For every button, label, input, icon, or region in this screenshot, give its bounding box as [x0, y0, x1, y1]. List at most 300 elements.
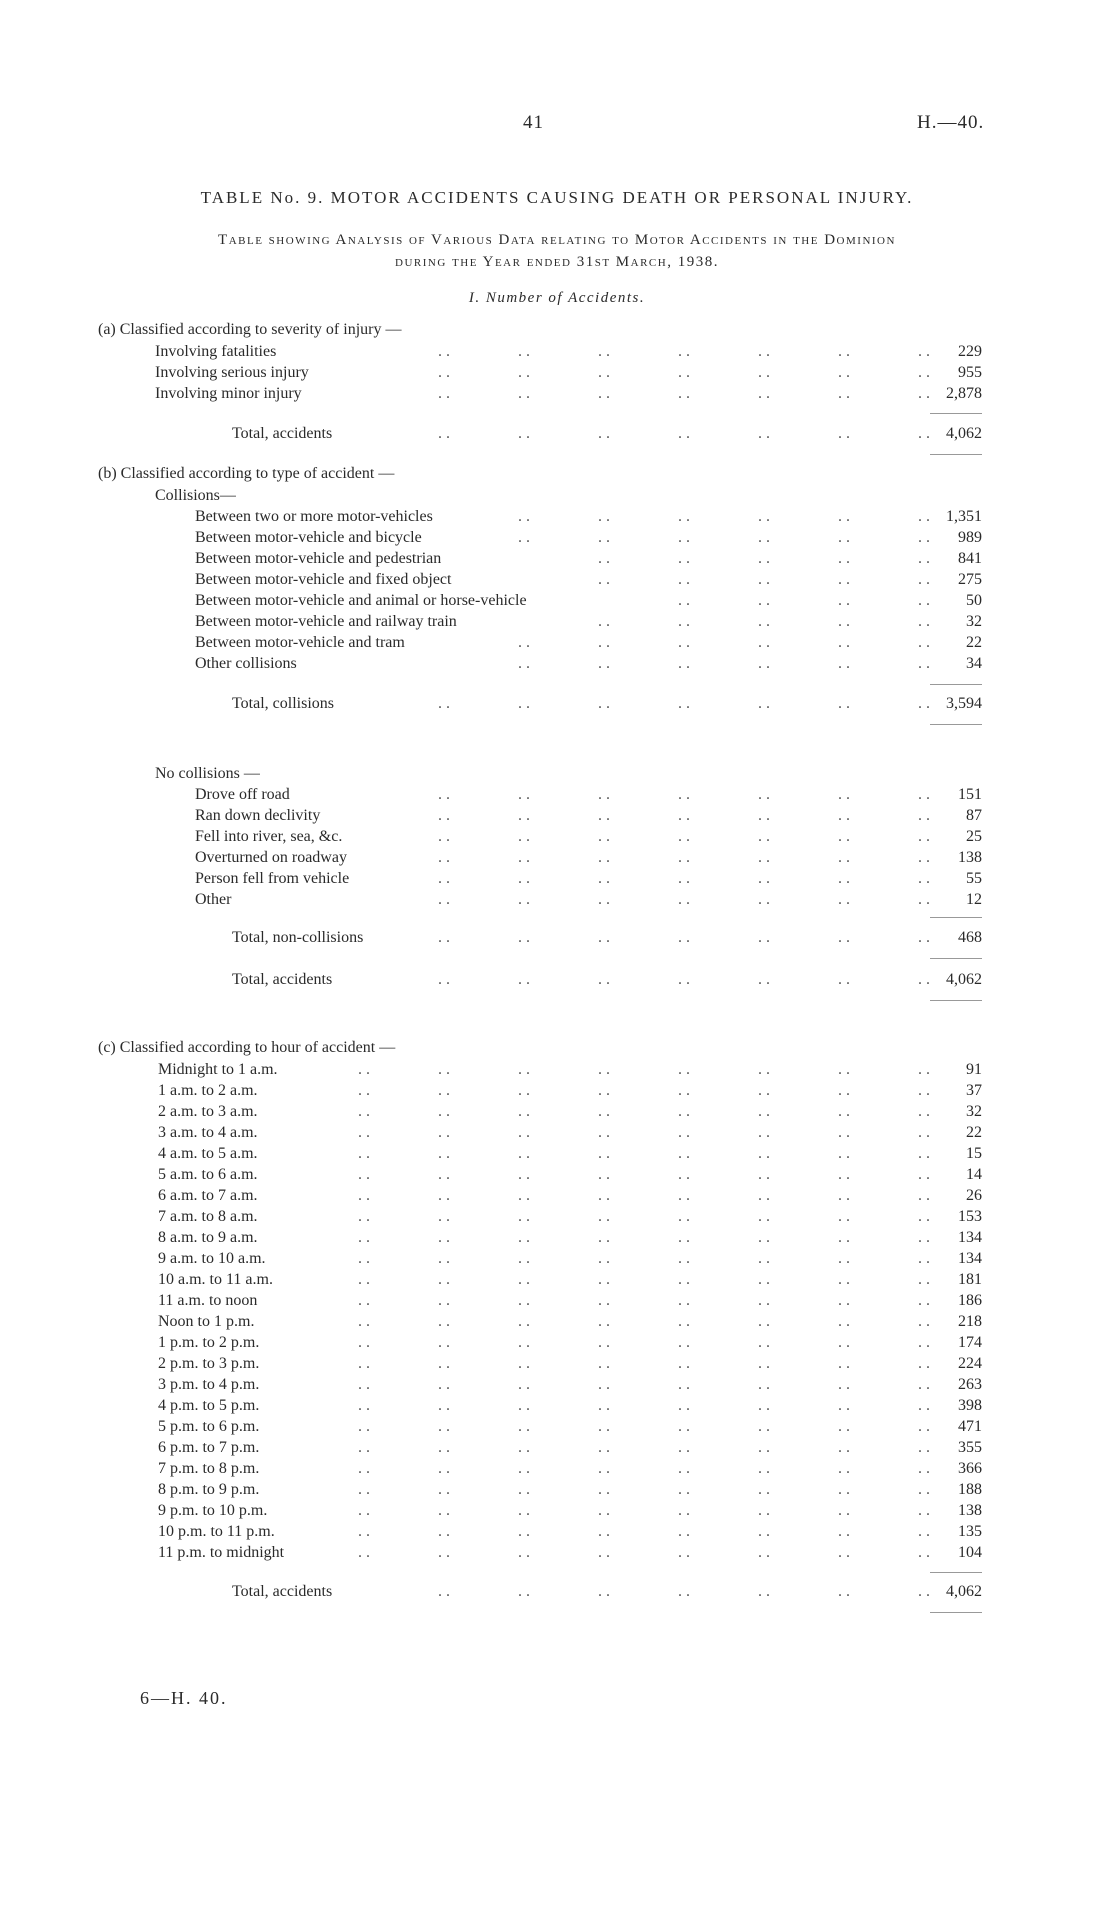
dot-leader: . .	[518, 891, 530, 908]
dot-leader: . .	[438, 971, 450, 988]
dot-leader: . .	[758, 343, 770, 360]
dot-leader: . .	[358, 1082, 370, 1099]
dot-leader: . .	[758, 1418, 770, 1435]
no-collision-row-label: Fell into river, sea, &c.	[195, 828, 343, 845]
no-collision-row-label: Drove off road	[195, 786, 290, 803]
dot-leader: . .	[518, 634, 530, 651]
dot-leader: . .	[918, 1082, 930, 1099]
hour-row	[0, 1060, 982, 1080]
dot-leader: . .	[918, 1523, 930, 1540]
dot-leader: . .	[758, 364, 770, 381]
dot-leader: . .	[438, 1334, 450, 1351]
severity-row	[0, 384, 982, 404]
hour-row-value: 14	[966, 1166, 982, 1183]
dot-leader: . .	[358, 1187, 370, 1204]
severity-row	[0, 342, 982, 362]
dot-leader: . .	[678, 571, 690, 588]
dot-leader: . .	[678, 1355, 690, 1372]
dot-leader: . .	[918, 1376, 930, 1393]
dot-leader: . .	[598, 1229, 610, 1246]
section-title: I. Number of Accidents.	[468, 290, 646, 306]
severity-total-label: Total, accidents	[232, 425, 333, 442]
dot-leader: . .	[838, 508, 850, 525]
dot-leader: . .	[758, 1502, 770, 1519]
dot-leader: . .	[678, 1502, 690, 1519]
collision-row-value: 34	[966, 655, 982, 672]
severity-total-value: 4,062	[946, 425, 982, 442]
no-collision-row-value: 138	[958, 849, 982, 866]
dot-leader: . .	[918, 849, 930, 866]
non-collisions-total	[0, 928, 982, 948]
dot-leader: . .	[678, 807, 690, 824]
no-collision-row	[0, 785, 982, 805]
hour-row	[0, 1207, 982, 1227]
dot-leader: . .	[678, 1103, 690, 1120]
dot-leader: . .	[518, 786, 530, 803]
dot-leader: . .	[358, 1229, 370, 1246]
dot-leader: . .	[678, 655, 690, 672]
dot-leader: . .	[918, 929, 930, 946]
dot-leader: . .	[758, 508, 770, 525]
dot-leader: . .	[918, 529, 930, 546]
dot-leader: . .	[678, 592, 690, 609]
dot-leader: . .	[518, 1292, 530, 1309]
dot-leader: . .	[598, 1397, 610, 1414]
dot-leader: . .	[838, 971, 850, 988]
collision-row	[0, 612, 982, 632]
dot-leader: . .	[358, 1166, 370, 1183]
dot-leader: . .	[918, 1397, 930, 1414]
dot-leader: . .	[838, 1145, 850, 1162]
non-collisions-total-label: Total, non-collisions	[232, 929, 364, 946]
dot-leader: . .	[438, 786, 450, 803]
dot-leader: . .	[598, 634, 610, 651]
dot-leader: . .	[678, 1376, 690, 1393]
severity-row-label: Involving minor injury	[155, 385, 302, 402]
dot-leader: . .	[838, 1166, 850, 1183]
dot-leader: . .	[838, 425, 850, 442]
total-rule	[930, 724, 982, 725]
dot-leader: . .	[678, 1418, 690, 1435]
dot-leader: . .	[838, 529, 850, 546]
dot-leader: . .	[678, 1544, 690, 1561]
dot-leader: . .	[678, 508, 690, 525]
dot-leader: . .	[758, 1313, 770, 1330]
dot-leader: . .	[838, 1250, 850, 1267]
hour-row-label: 6 p.m. to 7 p.m.	[158, 1439, 260, 1456]
hour-total-value: 4,062	[946, 1583, 982, 1600]
hour-row	[0, 1354, 982, 1374]
collision-row-label: Between motor-vehicle and railway train	[195, 613, 457, 630]
dot-leader: . .	[758, 786, 770, 803]
dot-leader: . .	[678, 385, 690, 402]
dot-leader: . .	[758, 1481, 770, 1498]
dot-leader: . .	[358, 1523, 370, 1540]
collision-row-value: 841	[958, 550, 982, 567]
dot-leader: . .	[758, 1397, 770, 1414]
dot-leader: . .	[758, 1271, 770, 1288]
dot-leader: . .	[678, 1061, 690, 1078]
dot-leader: . .	[598, 364, 610, 381]
dot-leader: . .	[518, 828, 530, 845]
dot-leader: . .	[598, 1481, 610, 1498]
page-number: 41	[523, 112, 544, 133]
hour-row-value: 224	[958, 1355, 982, 1372]
dot-leader: . .	[438, 1523, 450, 1540]
hour-row	[0, 1438, 982, 1458]
no-collision-row	[0, 806, 982, 826]
dot-leader: . .	[518, 343, 530, 360]
dot-leader: . .	[918, 1103, 930, 1120]
dot-leader: . .	[358, 1124, 370, 1141]
dot-leader: . .	[598, 1439, 610, 1456]
dot-leader: . .	[518, 870, 530, 887]
dot-leader: . .	[918, 655, 930, 672]
hour-row-value: 37	[966, 1082, 982, 1099]
dot-leader: . .	[678, 613, 690, 630]
dot-leader: . .	[758, 1334, 770, 1351]
dot-leader: . .	[838, 1271, 850, 1288]
hour-row-label: Midnight to 1 a.m.	[158, 1061, 278, 1078]
dot-leader: . .	[838, 1583, 850, 1600]
hour-row-label: 1 a.m. to 2 a.m.	[158, 1082, 258, 1099]
dot-leader: . .	[758, 1544, 770, 1561]
dot-leader: . .	[758, 1439, 770, 1456]
dot-leader: . .	[918, 1355, 930, 1372]
dot-leader: . .	[838, 1229, 850, 1246]
dot-leader: . .	[678, 425, 690, 442]
dot-leader: . .	[518, 1439, 530, 1456]
dot-leader: . .	[598, 695, 610, 712]
total-rule	[930, 958, 982, 959]
dot-leader: . .	[518, 1355, 530, 1372]
dot-leader: . .	[678, 1082, 690, 1099]
dot-leader: . .	[918, 1124, 930, 1141]
table-title: TABLE No. 9. MOTOR ACCIDENTS CAUSING DEATH OR PERSONAL INJURY.	[200, 188, 914, 207]
dot-leader: . .	[918, 634, 930, 651]
collision-row	[0, 654, 982, 674]
dot-leader: . .	[918, 1292, 930, 1309]
type-accidents-total-value: 4,062	[946, 971, 982, 988]
hour-row-label: 2 a.m. to 3 a.m.	[158, 1103, 258, 1120]
dot-leader: . .	[518, 1229, 530, 1246]
dot-leader: . .	[678, 849, 690, 866]
hour-row-value: 22	[966, 1124, 982, 1141]
hour-row	[0, 1417, 982, 1437]
dot-leader: . .	[438, 1502, 450, 1519]
dot-leader: . .	[358, 1061, 370, 1078]
dot-leader: . .	[358, 1376, 370, 1393]
dot-leader: . .	[758, 870, 770, 887]
dot-leader: . .	[438, 1082, 450, 1099]
hour-row	[0, 1291, 982, 1311]
dot-leader: . .	[358, 1313, 370, 1330]
collision-row-value: 32	[966, 613, 982, 630]
dot-leader: . .	[678, 1292, 690, 1309]
total-rule	[930, 1000, 982, 1001]
total-rule	[930, 684, 982, 685]
dot-leader: . .	[598, 655, 610, 672]
dot-leader: . .	[758, 891, 770, 908]
dot-leader: . .	[838, 1439, 850, 1456]
dot-leader: . .	[518, 1187, 530, 1204]
dot-leader: . .	[518, 655, 530, 672]
hour-total-label: Total, accidents	[232, 1583, 333, 1600]
dot-leader: . .	[918, 1313, 930, 1330]
hour-row-label: 8 p.m. to 9 p.m.	[158, 1481, 260, 1498]
hour-row-label: 5 a.m. to 6 a.m.	[158, 1166, 258, 1183]
dot-leader: . .	[598, 1103, 610, 1120]
no-collision-row-label: Overturned on roadway	[195, 849, 347, 866]
dot-leader: . .	[758, 1208, 770, 1225]
total-rule	[930, 1572, 982, 1573]
dot-leader: . .	[918, 550, 930, 567]
dot-leader: . .	[598, 1460, 610, 1477]
severity-row-value: 2,878	[946, 385, 982, 402]
dot-leader: . .	[678, 891, 690, 908]
collision-row-label: Between two or more motor-vehicles	[195, 508, 433, 525]
dot-leader: . .	[758, 1355, 770, 1372]
dot-leader: . .	[438, 1313, 450, 1330]
dot-leader: . .	[918, 385, 930, 402]
dot-leader: . .	[838, 1187, 850, 1204]
dot-leader: . .	[358, 1208, 370, 1225]
dot-leader: . .	[518, 425, 530, 442]
dot-leader: . .	[518, 1103, 530, 1120]
hour-row-label: 7 p.m. to 8 p.m.	[158, 1460, 260, 1477]
hour-row	[0, 1501, 982, 1521]
dot-leader: . .	[518, 1313, 530, 1330]
dot-leader: . .	[678, 1397, 690, 1414]
dot-leader: . .	[918, 364, 930, 381]
collisions-heading	[0, 486, 982, 506]
dot-leader: . .	[678, 1313, 690, 1330]
dot-leader: . .	[598, 1502, 610, 1519]
dot-leader: . .	[918, 807, 930, 824]
total-rule	[930, 917, 982, 918]
hour-row-value: 153	[958, 1208, 982, 1225]
collisions-total	[0, 694, 982, 714]
section-c-heading-label: (c) Classified according to hour of accident —	[98, 1039, 396, 1056]
hour-row-label: 4 p.m. to 5 p.m.	[158, 1397, 260, 1414]
dot-leader: . .	[838, 1544, 850, 1561]
dot-leader: . .	[438, 695, 450, 712]
dot-leader: . .	[358, 1334, 370, 1351]
severity-row-value: 955	[958, 364, 982, 381]
hour-row	[0, 1480, 982, 1500]
dot-leader: . .	[678, 1124, 690, 1141]
dot-leader: . .	[838, 1481, 850, 1498]
hour-row-label: 10 p.m. to 11 p.m.	[158, 1523, 275, 1540]
hour-row-value: 32	[966, 1103, 982, 1120]
footer-signature: 6—H. 40.	[140, 1688, 228, 1708]
hour-row	[0, 1270, 982, 1290]
total-rule	[930, 454, 982, 455]
dot-leader: . .	[518, 1460, 530, 1477]
dot-leader: . .	[438, 1166, 450, 1183]
collision-row-label: Other collisions	[195, 655, 297, 672]
total-rule	[930, 413, 982, 414]
section-b-heading-label: (b) Classified according to type of accident —	[98, 465, 395, 482]
dot-leader: . .	[838, 1376, 850, 1393]
dot-leader: . .	[838, 695, 850, 712]
dot-leader: . .	[758, 1376, 770, 1393]
dot-leader: . .	[598, 1145, 610, 1162]
no-collision-row-value: 151	[958, 786, 982, 803]
dot-leader: . .	[438, 1292, 450, 1309]
dot-leader: . .	[838, 786, 850, 803]
hour-row-label: 6 a.m. to 7 a.m.	[158, 1187, 258, 1204]
dot-leader: . .	[838, 655, 850, 672]
section-a-heading-label: (a) Classified according to severity of injury —	[98, 321, 402, 338]
type-accidents-total	[0, 970, 982, 990]
dot-leader: . .	[758, 571, 770, 588]
dot-leader: . .	[758, 1229, 770, 1246]
dot-leader: . .	[678, 1460, 690, 1477]
hour-row-value: 186	[958, 1292, 982, 1309]
dot-leader: . .	[838, 1103, 850, 1120]
dot-leader: . .	[518, 1397, 530, 1414]
hour-row-label: 11 a.m. to noon	[158, 1292, 258, 1309]
dot-leader: . .	[598, 1271, 610, 1288]
dot-leader: . .	[918, 870, 930, 887]
dot-leader: . .	[918, 1583, 930, 1600]
hour-row	[0, 1165, 982, 1185]
dot-leader: . .	[918, 1145, 930, 1162]
dot-leader: . .	[518, 1502, 530, 1519]
dot-leader: . .	[438, 1145, 450, 1162]
dot-leader: . .	[598, 828, 610, 845]
dot-leader: . .	[598, 1355, 610, 1372]
collision-row	[0, 633, 982, 653]
dot-leader: . .	[918, 1460, 930, 1477]
dot-leader: . .	[918, 695, 930, 712]
dot-leader: . .	[518, 1082, 530, 1099]
dot-leader: . .	[438, 1583, 450, 1600]
table-subtitle-line1: Table showing Analysis of Various Data relating to Motor Accidents in the Dominion	[218, 232, 896, 248]
dot-leader: . .	[518, 695, 530, 712]
section-b-heading	[0, 464, 982, 484]
dot-leader: . .	[758, 1103, 770, 1120]
dot-leader: . .	[438, 1376, 450, 1393]
dot-leader: . .	[838, 1208, 850, 1225]
collision-row-label: Between motor-vehicle and tram	[195, 634, 405, 651]
collision-row	[0, 507, 982, 527]
dot-leader: . .	[838, 1334, 850, 1351]
dot-leader: . .	[358, 1502, 370, 1519]
dot-leader: . .	[758, 1124, 770, 1141]
dot-leader: . .	[518, 971, 530, 988]
dot-leader: . .	[518, 1061, 530, 1078]
hour-row-label: 9 a.m. to 10 a.m.	[158, 1250, 266, 1267]
dot-leader: . .	[918, 786, 930, 803]
hour-row-value: 218	[958, 1313, 982, 1330]
dot-leader: . .	[518, 1544, 530, 1561]
collision-row	[0, 570, 982, 590]
dot-leader: . .	[518, 1271, 530, 1288]
dot-leader: . .	[758, 1166, 770, 1183]
dot-leader: . .	[918, 1439, 930, 1456]
dot-leader: . .	[438, 1103, 450, 1120]
hour-row	[0, 1228, 982, 1248]
hour-row	[0, 1375, 982, 1395]
hour-row	[0, 1123, 982, 1143]
dot-leader: . .	[918, 1166, 930, 1183]
table-subtitle-line2: during the Year ended 31st March, 1938.	[395, 254, 719, 270]
dot-leader: . .	[598, 891, 610, 908]
dot-leader: . .	[678, 929, 690, 946]
dot-leader: . .	[598, 1544, 610, 1561]
dot-leader: . .	[678, 786, 690, 803]
dot-leader: . .	[358, 1397, 370, 1414]
dot-leader: . .	[598, 929, 610, 946]
dot-leader: . .	[598, 1523, 610, 1540]
hour-row	[0, 1081, 982, 1101]
dot-leader: . .	[438, 1061, 450, 1078]
dot-leader: . .	[758, 1583, 770, 1600]
hour-row-value: 355	[958, 1439, 982, 1456]
dot-leader: . .	[918, 425, 930, 442]
dot-leader: . .	[358, 1460, 370, 1477]
dot-leader: . .	[838, 1292, 850, 1309]
hour-row-value: 398	[958, 1397, 982, 1414]
dot-leader: . .	[838, 592, 850, 609]
dot-leader: . .	[918, 1250, 930, 1267]
dot-leader: . .	[838, 849, 850, 866]
collision-row	[0, 591, 982, 611]
no-collision-row	[0, 848, 982, 868]
dot-leader: . .	[758, 529, 770, 546]
dot-leader: . .	[598, 1334, 610, 1351]
dot-leader: . .	[518, 1418, 530, 1435]
hour-row-label: 3 p.m. to 4 p.m.	[158, 1376, 260, 1393]
dot-leader: . .	[758, 385, 770, 402]
dot-leader: . .	[918, 1271, 930, 1288]
dot-leader: . .	[838, 1082, 850, 1099]
dot-leader: . .	[598, 1166, 610, 1183]
collision-row-label: Between motor-vehicle and animal or horse-vehicle	[195, 592, 527, 609]
dot-leader: . .	[598, 613, 610, 630]
dot-leader: . .	[758, 695, 770, 712]
dot-leader: . .	[918, 1061, 930, 1078]
section-c-heading	[0, 1038, 982, 1058]
dot-leader: . .	[838, 1460, 850, 1477]
hour-total	[0, 1582, 982, 1602]
dot-leader: . .	[838, 828, 850, 845]
hour-row-value: 26	[966, 1187, 982, 1204]
hour-row-value: 15	[966, 1145, 982, 1162]
dot-leader: . .	[838, 891, 850, 908]
dot-leader: . .	[838, 613, 850, 630]
dot-leader: . .	[678, 1187, 690, 1204]
dot-leader: . .	[358, 1355, 370, 1372]
collision-row	[0, 549, 982, 569]
hour-row-value: 104	[958, 1544, 982, 1561]
dot-leader: . .	[838, 1502, 850, 1519]
dot-leader: . .	[678, 1271, 690, 1288]
dot-leader: . .	[598, 870, 610, 887]
dot-leader: . .	[838, 870, 850, 887]
collision-row-value: 22	[966, 634, 982, 651]
no-collisions-heading	[0, 764, 982, 784]
dot-leader: . .	[838, 807, 850, 824]
no-collision-row	[0, 827, 982, 847]
dot-leader: . .	[598, 1313, 610, 1330]
collision-row-value: 50	[966, 592, 982, 609]
collision-row-value: 989	[958, 529, 982, 546]
dot-leader: . .	[438, 364, 450, 381]
dot-leader: . .	[918, 508, 930, 525]
